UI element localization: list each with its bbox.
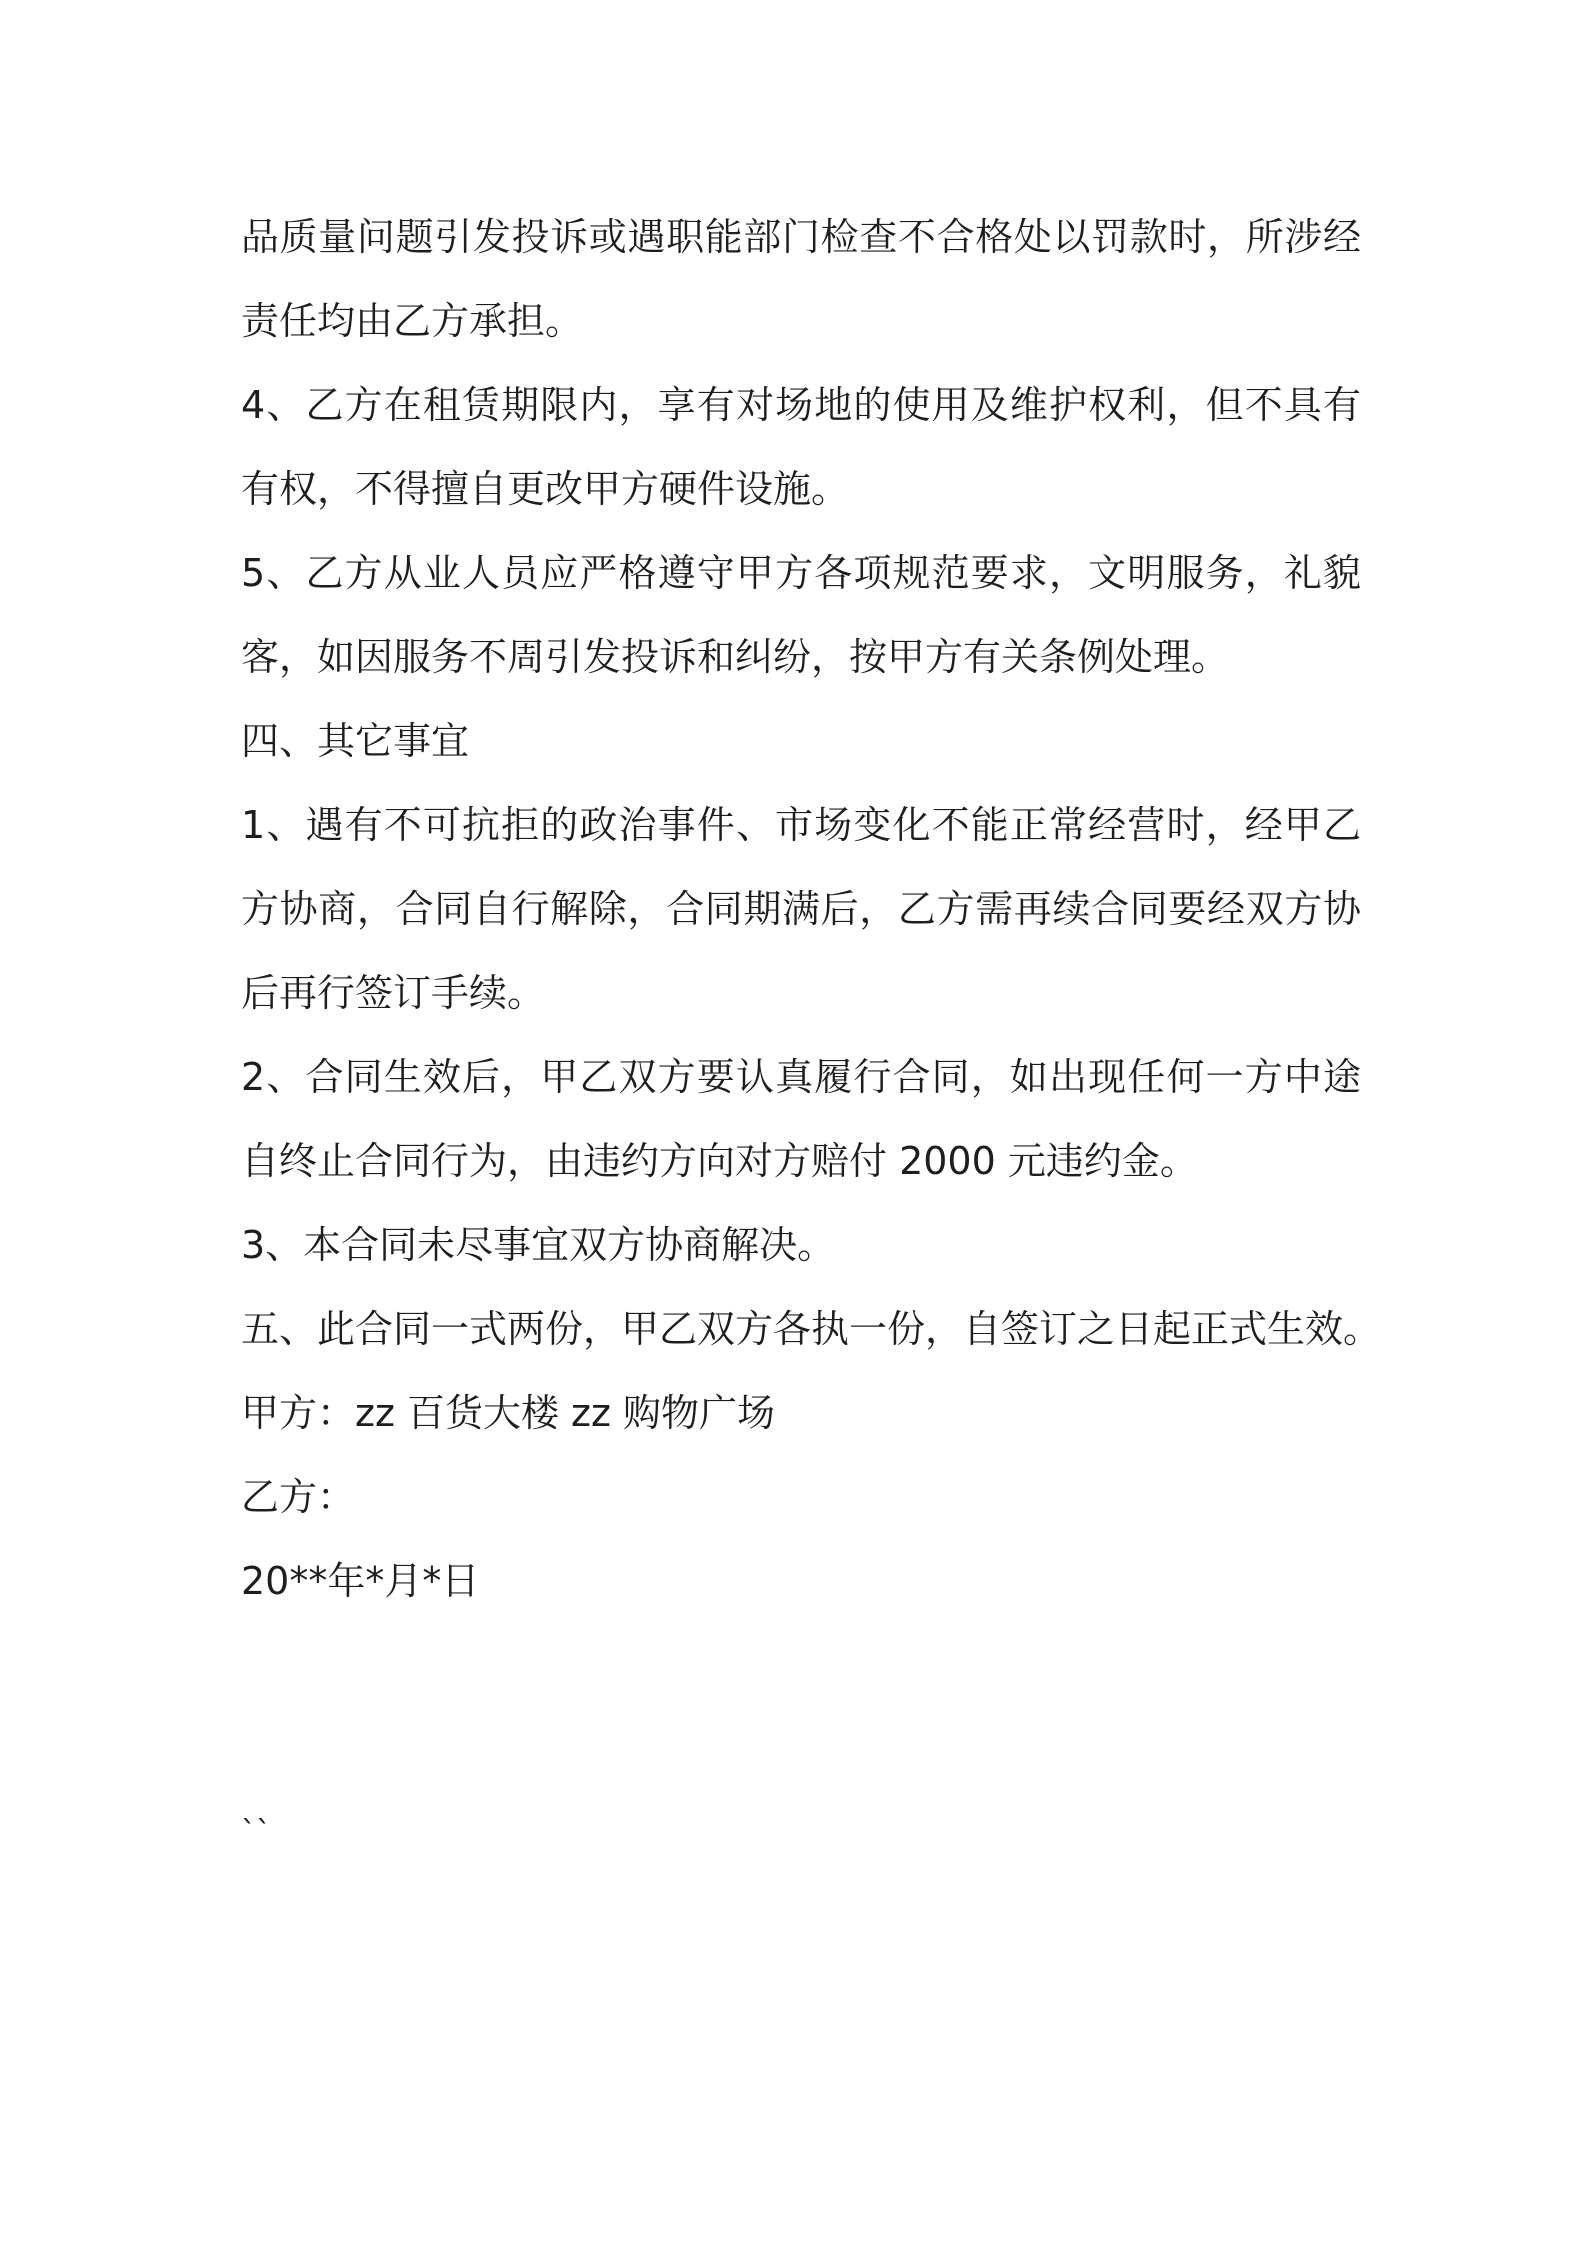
other-clause-1-line-3: 后再行签订手续。 <box>241 971 546 1015</box>
trailing-mark: `` <box>241 1815 271 1850</box>
signing-date: 20**年*月*日 <box>241 1559 480 1603</box>
other-clause-1-line-1: 1、遇有不可抗拒的政治事件、市场变化不能正常经营时，经甲乙 <box>241 803 1361 847</box>
clause-3-text-line-2: 责任均由乙方承担。 <box>241 299 584 343</box>
other-clause-3: 3、本合同未尽事宜双方协商解决。 <box>241 1223 836 1267</box>
clause-4-line-2: 有权，不得擅自更改甲方硬件设施。 <box>241 467 850 511</box>
clause-3-text-line-1: 品质量问题引发投诉或遇职能部门检查不合格处以罚款时，所涉经 <box>241 215 1361 259</box>
clause-5-line-1: 5、乙方从业人员应严格遵守甲方各项规范要求，文明服务，礼貌 <box>241 551 1361 595</box>
section-5-statement: 五、此合同一式两份，甲乙双方各执一份，自签订之日起正式生效。 <box>241 1307 1382 1351</box>
party-b-signature-line: 乙方： <box>241 1475 356 1519</box>
clause-4-line-1: 4、乙方在租赁期限内，享有对场地的使用及维护权利，但不具有 <box>241 383 1361 427</box>
clause-5-line-2: 客，如因服务不周引发投诉和纠纷，按甲方有关条例处理。 <box>241 635 1230 679</box>
blank-space <box>241 1623 1361 1791</box>
party-a-signature-line: 甲方：zz 百货大楼 zz 购物广场 <box>241 1391 776 1435</box>
other-clause-1-line-2: 方协商，合同自行解除，合同期满后，乙方需再续合同要经双方协 <box>241 887 1361 931</box>
document-body <box>241 195 1382 1875</box>
other-clause-2-line-1: 2、合同生效后，甲乙双方要认真履行合同，如出现任何一方中途 <box>241 1055 1361 1099</box>
section-4-heading: 四、其它事宜 <box>241 719 470 763</box>
other-clause-2-line-2: 自终止合同行为，由违约方向对方赔付 2000 元违约金。 <box>241 1139 1198 1183</box>
